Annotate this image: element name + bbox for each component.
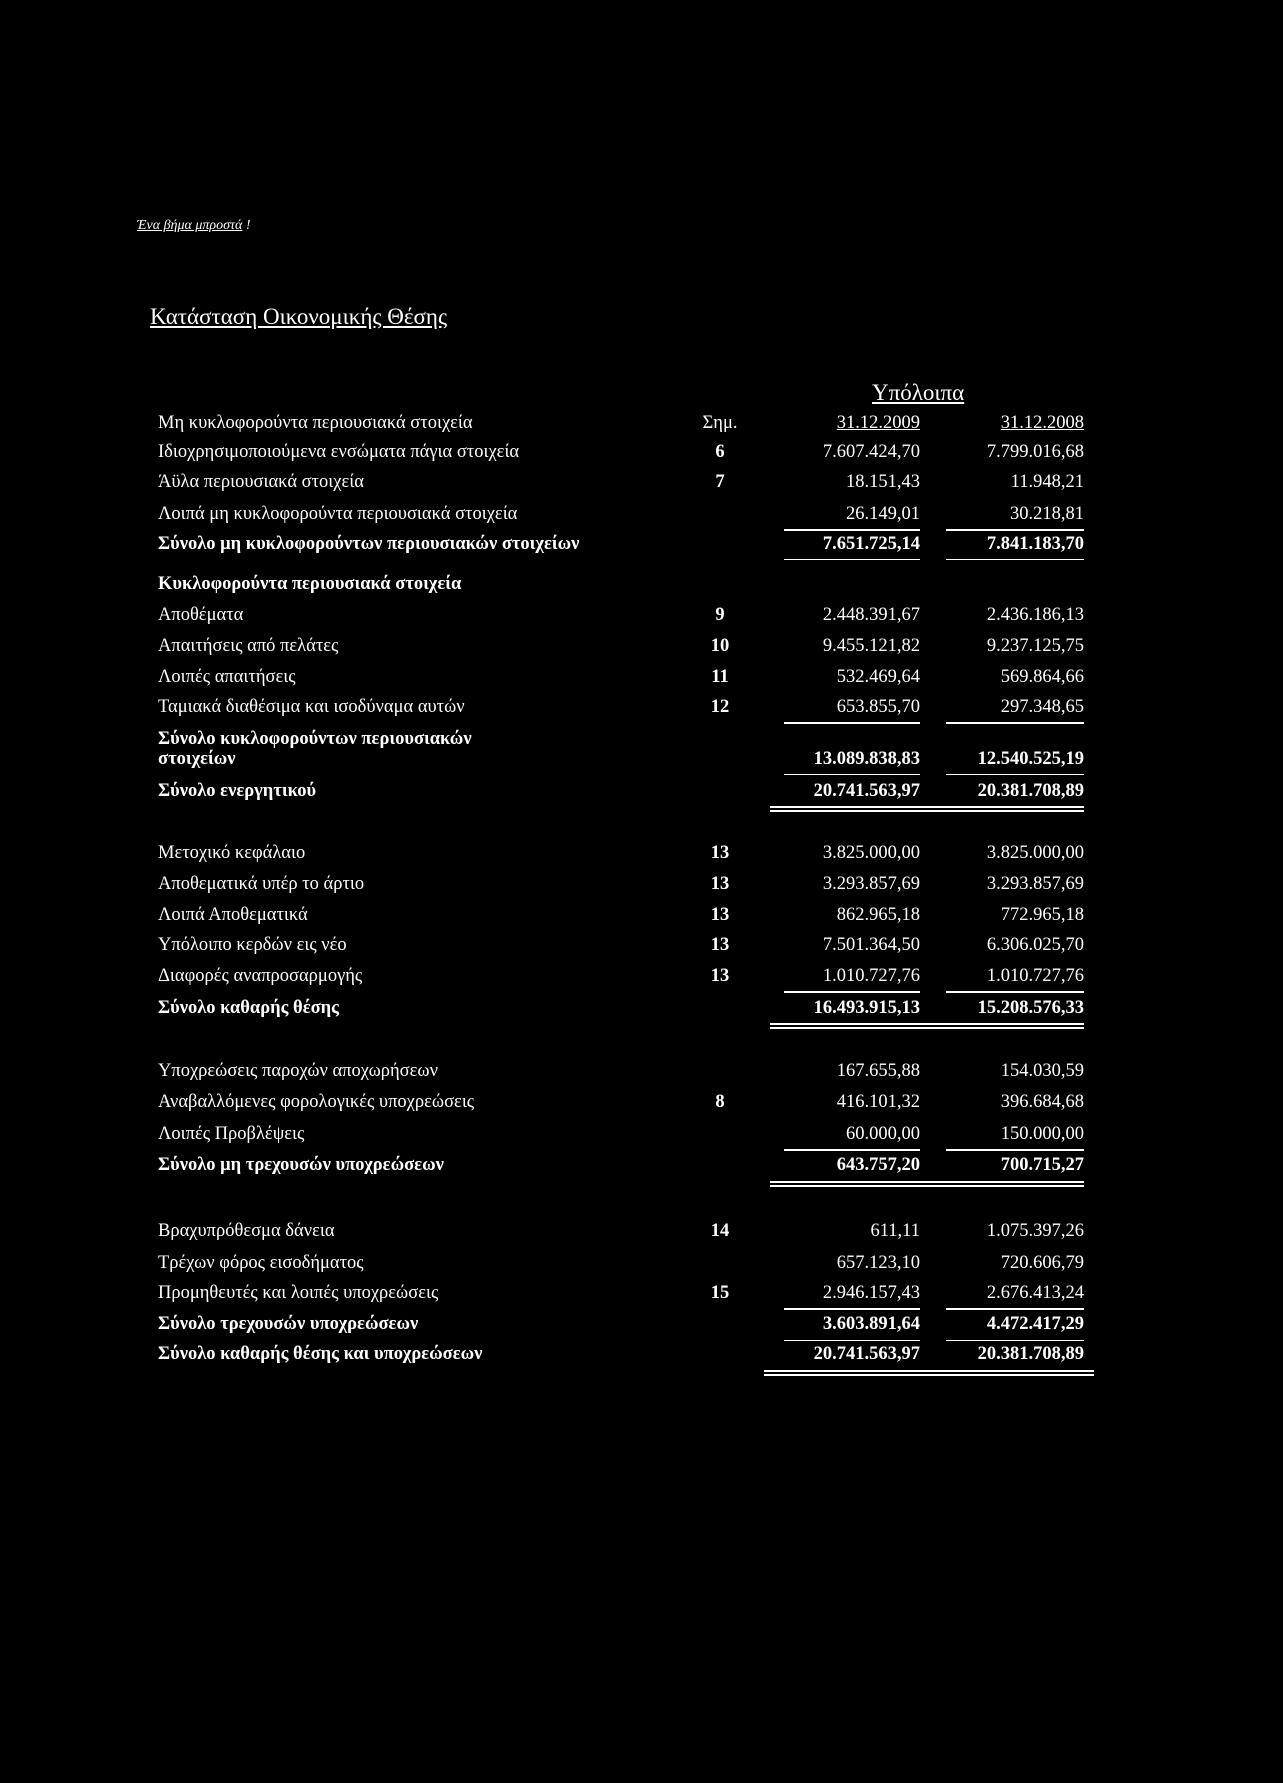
row-value-2008: 15.208.576,33	[977, 998, 1084, 1018]
row-note: 13	[710, 905, 730, 925]
section-heading	[0, 574, 1283, 598]
page-title: Κατάσταση Οικονομικής Θέσης	[150, 304, 448, 329]
row-note: 12	[710, 697, 730, 717]
row-label: Σύνολο καθαρής θέσης και υποχρεώσεων	[158, 1344, 483, 1364]
row-value-2008: 2.436.186,13	[986, 605, 1084, 625]
underline-col1	[784, 722, 920, 724]
row-label: Ιδιοχρησιμοποιούμενα ενσώματα πάγια στοιχεία	[158, 442, 520, 462]
row-value-2009: 16.493.915,13	[813, 998, 920, 1018]
row-label: Άϋλα περιουσιακά στοιχεία	[158, 472, 364, 492]
row-label: στοιχείων	[158, 749, 236, 769]
row-label: Σύνολο ενεργητικού	[158, 781, 317, 801]
row-value-2008: 2.676.413,24	[986, 1283, 1084, 1303]
row-label: Υπόλοιπο κερδών εις νέο	[158, 935, 347, 955]
table-row	[0, 1253, 1283, 1277]
row-note: 13	[710, 874, 730, 894]
row-note: 14	[710, 1221, 730, 1241]
row-value-2008: 20.381.708,89	[977, 1344, 1084, 1364]
row-value-2008: 1.010.727,76	[986, 966, 1084, 986]
row-value-2008: 150.000,00	[1000, 1124, 1084, 1144]
row-label: Κυκλοφορούντα περιουσιακά στοιχεία	[158, 574, 462, 594]
row-label: Αναβαλλόμενες φορολογικές υποχρεώσεις	[158, 1092, 475, 1112]
row-value-2008: 30.218,81	[1010, 504, 1084, 524]
row-value-2008: 3.293.857,69	[986, 874, 1084, 894]
row-label: Αποθέματα	[158, 605, 244, 625]
underline-col1	[784, 774, 920, 775]
grand-total-row	[0, 1344, 1283, 1368]
underline-col2	[946, 1340, 1084, 1341]
total-row	[0, 998, 1283, 1022]
row-value-2008: 772.965,18	[1000, 905, 1084, 925]
total-row	[0, 1155, 1283, 1179]
header-row	[0, 413, 1283, 437]
row-value-2009: 1.010.727,76	[822, 966, 920, 986]
underline-col1	[784, 1308, 920, 1310]
row-label: Λοιπές απαιτήσεις	[158, 667, 296, 687]
double-underline	[764, 1374, 1094, 1376]
row-value-2009: 2.448.391,67	[822, 605, 920, 625]
row-note: 10	[710, 636, 730, 656]
table-row	[0, 1061, 1283, 1085]
underline-col2	[946, 1149, 1084, 1151]
underline-col2	[946, 559, 1084, 560]
row-note: 13	[710, 966, 730, 986]
row-value-2009: 611,11	[870, 1221, 920, 1241]
double-underline	[770, 806, 1084, 808]
total-row	[0, 1314, 1283, 1338]
underline-col2	[946, 774, 1084, 775]
row-value-2009: 7.501.364,50	[822, 935, 920, 955]
row-value-2008: 396.684,68	[1000, 1092, 1084, 1112]
row-value-2008: 20.381.708,89	[977, 781, 1084, 801]
row-value-2008: 569.864,66	[1000, 667, 1084, 687]
underline-col2	[946, 529, 1084, 531]
row-value-2008: 11.948,21	[1010, 472, 1084, 492]
row-label: Απαιτήσεις από πελάτες	[158, 636, 339, 656]
row-value-2008: 12.540.525,19	[977, 749, 1084, 769]
row-value-2009: 416.101,32	[836, 1092, 920, 1112]
row-note: 13	[710, 843, 730, 863]
row-value-2008: 1.075.397,26	[986, 1221, 1084, 1241]
row-value-2008: 9.237.125,75	[986, 636, 1084, 656]
tagline-text: Ένα βήμα μπροστά	[137, 218, 243, 233]
header-col1: 31.12.2009	[836, 413, 920, 433]
row-label: Λοιπά Αποθεματικά	[158, 905, 308, 925]
row-note: 15	[710, 1283, 730, 1303]
underline-col1	[784, 1340, 920, 1341]
row-label: Προμηθευτές και λοιπές υποχρεώσεις	[158, 1283, 439, 1303]
tagline-suffix: !	[242, 218, 251, 233]
row-note: 13	[710, 935, 730, 955]
row-note: 7	[715, 472, 725, 492]
row-label: Σύνολο κυκλοφορούντων περιουσιακών	[158, 729, 472, 749]
row-value-2009: 2.946.157,43	[822, 1283, 920, 1303]
underline-col2	[946, 722, 1084, 724]
row-value-2009: 20.741.563,97	[813, 1344, 920, 1364]
row-label: Υποχρεώσεις παροχών αποχωρήσεων	[158, 1061, 438, 1081]
table-row	[0, 935, 1283, 959]
row-label: Τρέχων φόρος εισοδήματος	[158, 1253, 364, 1273]
row-label: Βραχυπρόθεσμα δάνεια	[158, 1221, 335, 1241]
row-value-2009: 862.965,18	[836, 905, 920, 925]
row-value-2009: 7.651.725,14	[822, 534, 920, 554]
table-row	[0, 636, 1283, 660]
table-row	[0, 874, 1283, 898]
row-value-2009: 7.607.424,70	[822, 442, 920, 462]
row-note: 6	[715, 442, 725, 462]
row-note: 11	[711, 667, 729, 687]
table-row	[0, 843, 1283, 867]
table-row	[0, 697, 1283, 721]
total-row	[0, 749, 1283, 773]
table-row	[0, 966, 1283, 990]
row-value-2008: 4.472.417,29	[986, 1314, 1084, 1334]
header-label: Μη κυκλοφορούντα περιουσιακά στοιχεία	[158, 413, 473, 433]
row-value-2009: 167.655,88	[836, 1061, 920, 1081]
underline-col2	[946, 991, 1084, 993]
double-underline	[770, 810, 1084, 812]
underline-col1	[784, 559, 920, 560]
row-value-2008: 297.348,65	[1000, 697, 1084, 717]
row-label: Ταμιακά διαθέσιμα και ισοδύναμα αυτών	[158, 697, 465, 717]
header-note: Σημ.	[702, 413, 738, 433]
row-value-2009: 60.000,00	[846, 1124, 920, 1144]
double-underline	[770, 1023, 1084, 1025]
row-value-2008: 7.841.183,70	[986, 534, 1084, 554]
underline-col1	[784, 991, 920, 993]
row-value-2008: 3.825.000,00	[986, 843, 1084, 863]
row-label: Σύνολο μη κυκλοφορούντων περιουσιακών στοιχείων	[158, 534, 580, 554]
row-value-2008: 700.715,27	[1000, 1155, 1084, 1175]
row-label: Διαφορές αναπροσαρμογής	[158, 966, 363, 986]
row-label: Σύνολο καθαρής θέσης	[158, 998, 339, 1018]
row-label: Λοιπά μη κυκλοφορούντα περιουσιακά στοιχεία	[158, 504, 518, 524]
double-underline	[770, 1027, 1084, 1029]
row-value-2009: 3.293.857,69	[822, 874, 920, 894]
table-row	[0, 1221, 1283, 1245]
row-value-2009: 18.151,43	[846, 472, 920, 492]
row-value-2009: 532.469,64	[836, 667, 920, 687]
row-value-2009: 9.455.121,82	[822, 636, 920, 656]
row-label: Λοιπές Προβλέψεις	[158, 1124, 305, 1144]
underline-col2	[946, 1308, 1084, 1310]
row-label: Σύνολο τρεχουσών υποχρεώσεων	[158, 1314, 419, 1334]
row-value-2008: 6.306.025,70	[986, 935, 1084, 955]
row-label: Σύνολο μη τρεχουσών υποχρεώσεων	[158, 1155, 444, 1175]
underline-col1	[784, 529, 920, 531]
header-col2: 31.12.2008	[1000, 413, 1084, 433]
table-row	[0, 1283, 1283, 1307]
table-row	[0, 442, 1283, 466]
row-value-2009: 643.757,20	[836, 1155, 920, 1175]
row-value-2009: 657.123,10	[836, 1253, 920, 1273]
grand-total-row	[0, 781, 1283, 805]
table-row	[0, 1124, 1283, 1148]
double-underline	[764, 1370, 1094, 1372]
double-underline	[770, 1185, 1084, 1187]
underline-col1	[784, 1149, 920, 1151]
table-row	[0, 667, 1283, 691]
row-value-2009: 13.089.838,83	[813, 749, 920, 769]
row-note: 9	[715, 605, 725, 625]
table-row	[0, 605, 1283, 629]
balances-heading: Υπόλοιπα	[872, 380, 965, 405]
row-value-2009: 3.603.891,64	[822, 1314, 920, 1334]
row-value-2008: 7.799.016,68	[986, 442, 1084, 462]
total-row	[0, 534, 1283, 558]
row-label: Μετοχικό κεφάλαιο	[158, 843, 306, 863]
row-label: Αποθεματικά υπέρ το άρτιο	[158, 874, 365, 894]
double-underline	[770, 1181, 1084, 1183]
row-value-2008: 720.606,79	[1000, 1253, 1084, 1273]
row-value-2009: 20.741.563,97	[813, 781, 920, 801]
tagline	[137, 218, 251, 234]
row-note: 8	[715, 1092, 725, 1112]
row-value-2009: 653.855,70	[836, 697, 920, 717]
row-value-2009: 26.149,01	[846, 504, 920, 524]
table-row	[0, 472, 1283, 496]
row-value-2009: 3.825.000,00	[822, 843, 920, 863]
row-value-2008: 154.030,59	[1000, 1061, 1084, 1081]
table-row	[0, 504, 1283, 528]
table-row	[0, 905, 1283, 929]
table-row	[0, 1092, 1283, 1116]
